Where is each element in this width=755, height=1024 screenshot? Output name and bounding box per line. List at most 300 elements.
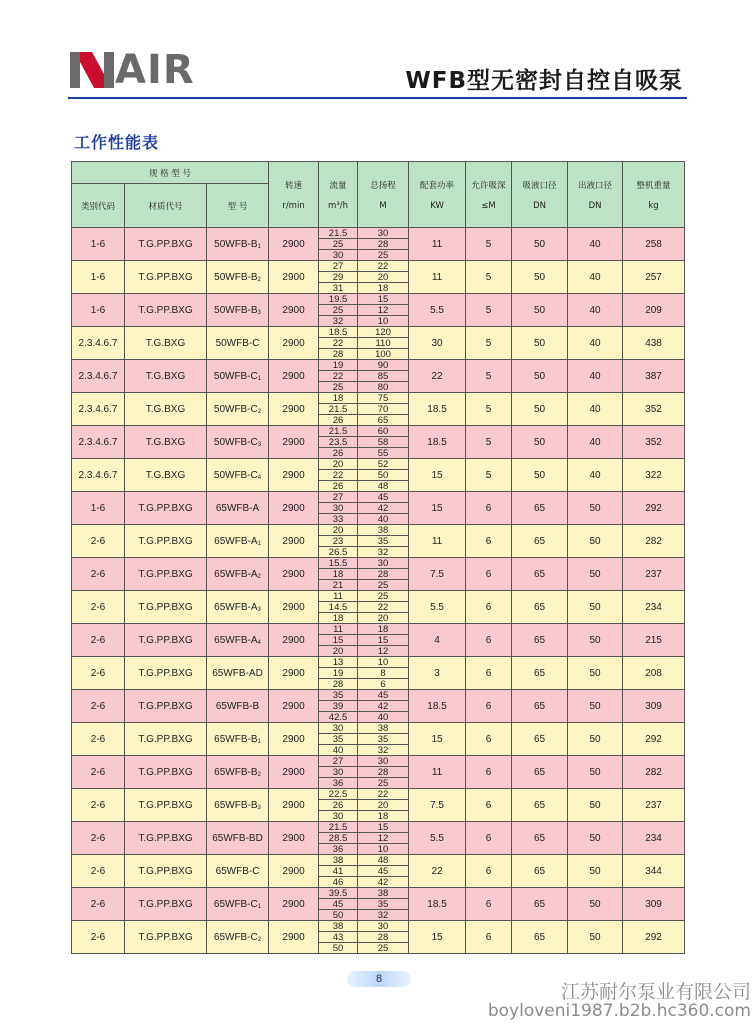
weight-value: 282 — [623, 756, 685, 789]
power-value: 15 — [409, 723, 466, 756]
flow-values — [319, 426, 358, 459]
head-values — [358, 855, 409, 888]
material-code: T.G.PP.BXG — [125, 492, 207, 525]
head-values — [358, 822, 409, 855]
logo-text: AIR — [115, 47, 195, 93]
outlet-value: 40 — [568, 360, 623, 393]
inlet-value: 50 — [512, 360, 568, 393]
head-value: 10 — [377, 656, 389, 668]
head-value: 28 — [358, 931, 408, 942]
head-value: 18 — [377, 623, 389, 635]
flow-value: 39 — [319, 700, 357, 711]
category-code: 2-6 — [72, 888, 125, 921]
model-name: $50WFB-C_1$ — [207, 360, 269, 393]
flow-values — [319, 558, 358, 591]
table-row — [72, 624, 685, 657]
weight-value: 234 — [623, 591, 685, 624]
power-value: 18.5 — [409, 888, 466, 921]
material-code: T.G.PP.BXG — [125, 261, 207, 294]
weight-value: 237 — [623, 558, 685, 591]
weight-value: 387 — [623, 360, 685, 393]
inlet-value: 65 — [512, 789, 568, 822]
flow-value: 30 — [319, 766, 357, 777]
header-speed: 转速 r/min — [269, 162, 319, 228]
speed-value: 2900 — [269, 525, 319, 558]
power-value: 5.5 — [409, 591, 466, 624]
head-value: 32 — [358, 744, 408, 755]
model-subscript: 3 — [257, 309, 261, 316]
model-name: 50WFB-C — [207, 327, 269, 360]
model-name: 65WFB-B — [207, 690, 269, 723]
model-subscript: 2 — [257, 771, 261, 778]
head-value: 20 — [358, 271, 408, 282]
model-name: 65WFB-C — [207, 855, 269, 888]
model-name: $50WFB-C_4$ — [207, 459, 269, 492]
header-suction: 允许吸深 ≤M — [466, 162, 512, 228]
head-value: 35 — [358, 535, 408, 546]
inlet-value: 65 — [512, 690, 568, 723]
speed-value: 2900 — [269, 690, 319, 723]
head-value: 28 — [358, 766, 408, 777]
head-value: 32 — [358, 546, 408, 557]
flow-values — [319, 591, 358, 624]
model-name: 65WFB-BD — [207, 822, 269, 855]
flow-values — [319, 690, 358, 723]
watermark-url: boyloveni1987.b2b.hc360.com — [487, 1001, 751, 1021]
inlet-value: 50 — [512, 459, 568, 492]
inlet-value: 65 — [512, 888, 568, 921]
flow-values — [319, 327, 358, 360]
suction-value: 5 — [466, 228, 512, 261]
head-value: 8 — [358, 667, 408, 678]
flow-value: 25 — [319, 304, 357, 315]
outlet-value: 50 — [568, 525, 623, 558]
material-code: T.G.PP.BXG — [125, 657, 207, 690]
head-value: 52 — [377, 458, 389, 470]
category-code: 1-6 — [72, 294, 125, 327]
table-row — [72, 360, 685, 393]
material-code: T.G.BXG — [125, 426, 207, 459]
header-inlet: 吸液口径 DN — [512, 162, 568, 228]
flow-value: 36 — [319, 843, 357, 854]
head-value: 25 — [358, 579, 408, 590]
material-code: T.G.BXG — [125, 327, 207, 360]
suction-value: 6 — [466, 888, 512, 921]
category-code: 1-6 — [72, 228, 125, 261]
flow-values — [319, 360, 358, 393]
table-row — [72, 822, 685, 855]
table-row — [72, 690, 685, 723]
outlet-value: 50 — [568, 690, 623, 723]
outlet-value: 50 — [568, 591, 623, 624]
head-value: 38 — [377, 524, 389, 536]
head-value: 35 — [358, 898, 408, 909]
head-values — [358, 657, 409, 690]
head-value: 35 — [358, 733, 408, 744]
flow-value: 19 — [332, 359, 344, 371]
header-category: 类别代码 — [72, 184, 125, 228]
suction-value: 6 — [466, 723, 512, 756]
header-spec-group: 规 格 型 号 — [72, 162, 269, 184]
model-subscript: 3 — [257, 606, 261, 613]
inlet-value: 65 — [512, 822, 568, 855]
table-row — [72, 888, 685, 921]
head-value: 75 — [377, 392, 389, 404]
table-row — [72, 261, 685, 294]
head-values — [358, 327, 409, 360]
outlet-value: 40 — [568, 261, 623, 294]
weight-value: 237 — [623, 789, 685, 822]
category-code: 2-6 — [72, 525, 125, 558]
inlet-value: 65 — [512, 624, 568, 657]
header-flow: 流量 m³/h — [319, 162, 358, 228]
head-value: 100 — [358, 348, 408, 359]
suction-value: 6 — [466, 525, 512, 558]
category-code: 2-6 — [72, 855, 125, 888]
head-value: 28 — [358, 568, 408, 579]
weight-value: 344 — [623, 855, 685, 888]
flow-value: 20 — [332, 524, 344, 536]
flow-value: 13 — [332, 656, 344, 668]
flow-value: 45 — [319, 898, 357, 909]
head-value: 22 — [358, 601, 408, 612]
header-outlet: 出液口径 DN — [568, 162, 623, 228]
head-value: 15 — [377, 821, 389, 833]
table-row — [72, 657, 685, 690]
power-value: 7.5 — [409, 558, 466, 591]
suction-value: 6 — [466, 558, 512, 591]
outlet-value: 50 — [568, 558, 623, 591]
head-value: 18 — [358, 282, 408, 293]
flow-value: 25 — [319, 238, 357, 249]
head-value: 22 — [377, 788, 389, 800]
inlet-value: 50 — [512, 261, 568, 294]
power-value: 4 — [409, 624, 466, 657]
category-code: 1-6 — [72, 261, 125, 294]
flow-values — [319, 921, 358, 954]
head-values — [358, 492, 409, 525]
material-code: T.G.PP.BXG — [125, 558, 207, 591]
power-value: 7.5 — [409, 789, 466, 822]
company-logo — [70, 47, 195, 93]
outlet-value: 40 — [568, 393, 623, 426]
inlet-value: 65 — [512, 723, 568, 756]
flow-values — [319, 624, 358, 657]
flow-value: 26 — [319, 799, 357, 810]
flow-value: 21.5 — [328, 821, 348, 833]
outlet-value: 50 — [568, 624, 623, 657]
head-value: 25 — [358, 777, 408, 788]
header-divider — [68, 97, 687, 99]
speed-value: 2900 — [269, 294, 319, 327]
flow-value: 29 — [319, 271, 357, 282]
flow-value: 21.5 — [328, 425, 348, 437]
table-row — [72, 492, 685, 525]
power-value: 18.5 — [409, 393, 466, 426]
model-name: 65WFB-A — [207, 492, 269, 525]
speed-value: 2900 — [269, 558, 319, 591]
power-value: 11 — [409, 525, 466, 558]
weight-value: 292 — [623, 492, 685, 525]
head-value: 110 — [358, 337, 408, 348]
power-value: 18.5 — [409, 690, 466, 723]
flow-value: 38 — [332, 854, 344, 866]
model-name: $65WFB-B_1$ — [207, 723, 269, 756]
weight-value: 258 — [623, 228, 685, 261]
outlet-value: 40 — [568, 426, 623, 459]
page-title: WFB型无密封自控自吸泵 — [405, 68, 683, 94]
head-value: 42 — [358, 876, 408, 887]
flow-value: 43 — [319, 931, 357, 942]
power-value: 22 — [409, 360, 466, 393]
head-value: 45 — [358, 865, 408, 876]
head-value: 38 — [377, 722, 389, 734]
outlet-value: 50 — [568, 657, 623, 690]
head-value: 85 — [358, 370, 408, 381]
speed-value: 2900 — [269, 756, 319, 789]
speed-value: 2900 — [269, 723, 319, 756]
table-row — [72, 558, 685, 591]
head-values — [358, 789, 409, 822]
head-value: 50 — [358, 469, 408, 480]
flow-value: 35 — [319, 733, 357, 744]
speed-value: 2900 — [269, 261, 319, 294]
section-title: 工作性能表 — [74, 133, 160, 152]
flow-value: 46 — [319, 876, 357, 887]
flow-value: 26 — [319, 414, 357, 425]
table-row — [72, 393, 685, 426]
table-row — [72, 855, 685, 888]
flow-value: 30 — [319, 502, 357, 513]
power-value: 11 — [409, 228, 466, 261]
material-code: T.G.PP.BXG — [125, 591, 207, 624]
flow-values — [319, 657, 358, 690]
weight-value: 208 — [623, 657, 685, 690]
page-number: 8 — [347, 971, 411, 987]
outlet-value: 40 — [568, 228, 623, 261]
company-name: 江苏耐尔泵业有限公司 — [560, 981, 751, 1003]
material-code: T.G.PP.BXG — [125, 855, 207, 888]
head-value: 38 — [377, 887, 389, 899]
flow-value: 15.5 — [328, 557, 348, 569]
head-value: 28 — [358, 238, 408, 249]
model-subscript: 2 — [257, 408, 262, 415]
flow-value: 28 — [319, 348, 357, 359]
outlet-value: 40 — [568, 327, 623, 360]
flow-values — [319, 723, 358, 756]
head-value: 12 — [358, 304, 408, 315]
model-name: $50WFB-C_3$ — [207, 426, 269, 459]
weight-value: 292 — [623, 723, 685, 756]
flow-value: 28 — [319, 678, 357, 689]
material-code: T.G.PP.BXG — [125, 888, 207, 921]
head-values — [358, 558, 409, 591]
flow-value: 27 — [332, 755, 344, 767]
suction-value: 5 — [466, 360, 512, 393]
flow-value: 27 — [332, 491, 344, 503]
flow-value: 23 — [319, 535, 357, 546]
inlet-value: 50 — [512, 228, 568, 261]
flow-values — [319, 261, 358, 294]
head-value: 42 — [358, 700, 408, 711]
logo-n-mark-icon — [70, 52, 114, 88]
inlet-value: 65 — [512, 558, 568, 591]
head-value: 15 — [377, 293, 389, 305]
suction-value: 6 — [466, 690, 512, 723]
inlet-value: 65 — [512, 591, 568, 624]
suction-value: 5 — [466, 459, 512, 492]
model-subscript: 4 — [257, 639, 261, 646]
weight-value: 234 — [623, 822, 685, 855]
model-name: $50WFB-B_2$ — [207, 261, 269, 294]
weight-value: 352 — [623, 426, 685, 459]
inlet-value: 65 — [512, 855, 568, 888]
flow-value: 30 — [332, 722, 344, 734]
flow-values — [319, 822, 358, 855]
flow-value: 27 — [332, 260, 344, 272]
flow-value: 21.5 — [328, 227, 348, 239]
table-row — [72, 294, 685, 327]
head-values — [358, 690, 409, 723]
material-code: T.G.PP.BXG — [125, 228, 207, 261]
flow-values — [319, 228, 358, 261]
power-value: 30 — [409, 327, 466, 360]
power-value: 22 — [409, 855, 466, 888]
flow-value: 36 — [319, 777, 357, 788]
head-values — [358, 360, 409, 393]
table-row — [72, 723, 685, 756]
model-name: $65WFB-A_2$ — [207, 558, 269, 591]
flow-value: 50 — [319, 942, 357, 953]
performance-table — [71, 161, 685, 954]
speed-value: 2900 — [269, 822, 319, 855]
flow-value: 40 — [319, 744, 357, 755]
header-model: 型 号 — [207, 184, 269, 228]
head-value: 25 — [358, 249, 408, 260]
flow-values — [319, 855, 358, 888]
weight-value: 282 — [623, 525, 685, 558]
head-values — [358, 459, 409, 492]
outlet-value: 50 — [568, 723, 623, 756]
model-subscript: 3 — [257, 804, 261, 811]
category-code: 2.3.4.6.7 — [72, 426, 125, 459]
head-values — [358, 228, 409, 261]
inlet-value: 50 — [512, 393, 568, 426]
head-values — [358, 624, 409, 657]
category-code: 2-6 — [72, 657, 125, 690]
flow-value: 41 — [319, 865, 357, 876]
table-row — [72, 426, 685, 459]
head-values — [358, 294, 409, 327]
weight-value: 438 — [623, 327, 685, 360]
model-name: 65WFB-AD — [207, 657, 269, 690]
suction-value: 6 — [466, 921, 512, 954]
category-code: 2.3.4.6.7 — [72, 393, 125, 426]
flow-value: 18.5 — [328, 326, 348, 338]
head-values — [358, 426, 409, 459]
head-values — [358, 888, 409, 921]
head-value: 25 — [377, 590, 389, 602]
model-subscript: 1 — [257, 243, 261, 250]
material-code: T.G.BXG — [125, 459, 207, 492]
model-subscript: 2 — [257, 276, 261, 283]
head-value: 80 — [358, 381, 408, 392]
flow-value: 22 — [319, 469, 357, 480]
power-value: 15 — [409, 921, 466, 954]
head-value: 12 — [358, 645, 408, 656]
category-code: 2-6 — [72, 723, 125, 756]
speed-value: 2900 — [269, 921, 319, 954]
head-values — [358, 591, 409, 624]
outlet-value: 40 — [568, 459, 623, 492]
flow-value: 30 — [319, 810, 357, 821]
flow-value: 19.5 — [328, 293, 348, 305]
material-code: T.G.PP.BXG — [125, 756, 207, 789]
suction-value: 6 — [466, 855, 512, 888]
head-values — [358, 525, 409, 558]
head-value: 22 — [377, 260, 389, 272]
model-name: $65WFB-B_3$ — [207, 789, 269, 822]
model-name: $65WFB-A_1$ — [207, 525, 269, 558]
flow-value: 18 — [319, 568, 357, 579]
flow-value: 33 — [319, 513, 357, 524]
category-code: 1-6 — [72, 492, 125, 525]
flow-values — [319, 525, 358, 558]
model-subscript: 1 — [257, 903, 262, 910]
table-row — [72, 756, 685, 789]
head-value: 12 — [358, 832, 408, 843]
head-value: 60 — [377, 425, 389, 437]
head-value: 120 — [375, 326, 391, 338]
material-code: T.G.BXG — [125, 393, 207, 426]
speed-value: 2900 — [269, 393, 319, 426]
flow-value: 39.5 — [328, 887, 348, 899]
flow-value: 26.5 — [319, 546, 357, 557]
material-code: T.G.BXG — [125, 360, 207, 393]
suction-value: 6 — [466, 822, 512, 855]
head-value: 10 — [358, 315, 408, 326]
weight-value: 309 — [623, 888, 685, 921]
head-value: 20 — [358, 612, 408, 623]
inlet-value: 50 — [512, 426, 568, 459]
table-row — [72, 327, 685, 360]
flow-value: 11 — [333, 590, 343, 602]
head-value: 10 — [358, 843, 408, 854]
head-value: 25 — [358, 942, 408, 953]
flow-values — [319, 393, 358, 426]
head-value: 40 — [358, 513, 408, 524]
head-value: 30 — [377, 755, 389, 767]
flow-value: 22 — [319, 337, 357, 348]
speed-value: 2900 — [269, 624, 319, 657]
flow-value: 11 — [333, 623, 343, 635]
outlet-value: 50 — [568, 822, 623, 855]
flow-value: 19 — [319, 667, 357, 678]
flow-value: 31 — [319, 282, 357, 293]
weight-value: 209 — [623, 294, 685, 327]
header-material: 材质代号 — [125, 184, 207, 228]
head-value: 48 — [358, 480, 408, 491]
flow-value: 35 — [332, 689, 344, 701]
material-code: T.G.PP.BXG — [125, 822, 207, 855]
weight-value: 257 — [623, 261, 685, 294]
flow-value: 22.5 — [328, 788, 348, 800]
category-code: 2-6 — [72, 756, 125, 789]
category-code: 2-6 — [72, 591, 125, 624]
table-row — [72, 789, 685, 822]
inlet-value: 65 — [512, 921, 568, 954]
head-value: 18 — [358, 810, 408, 821]
